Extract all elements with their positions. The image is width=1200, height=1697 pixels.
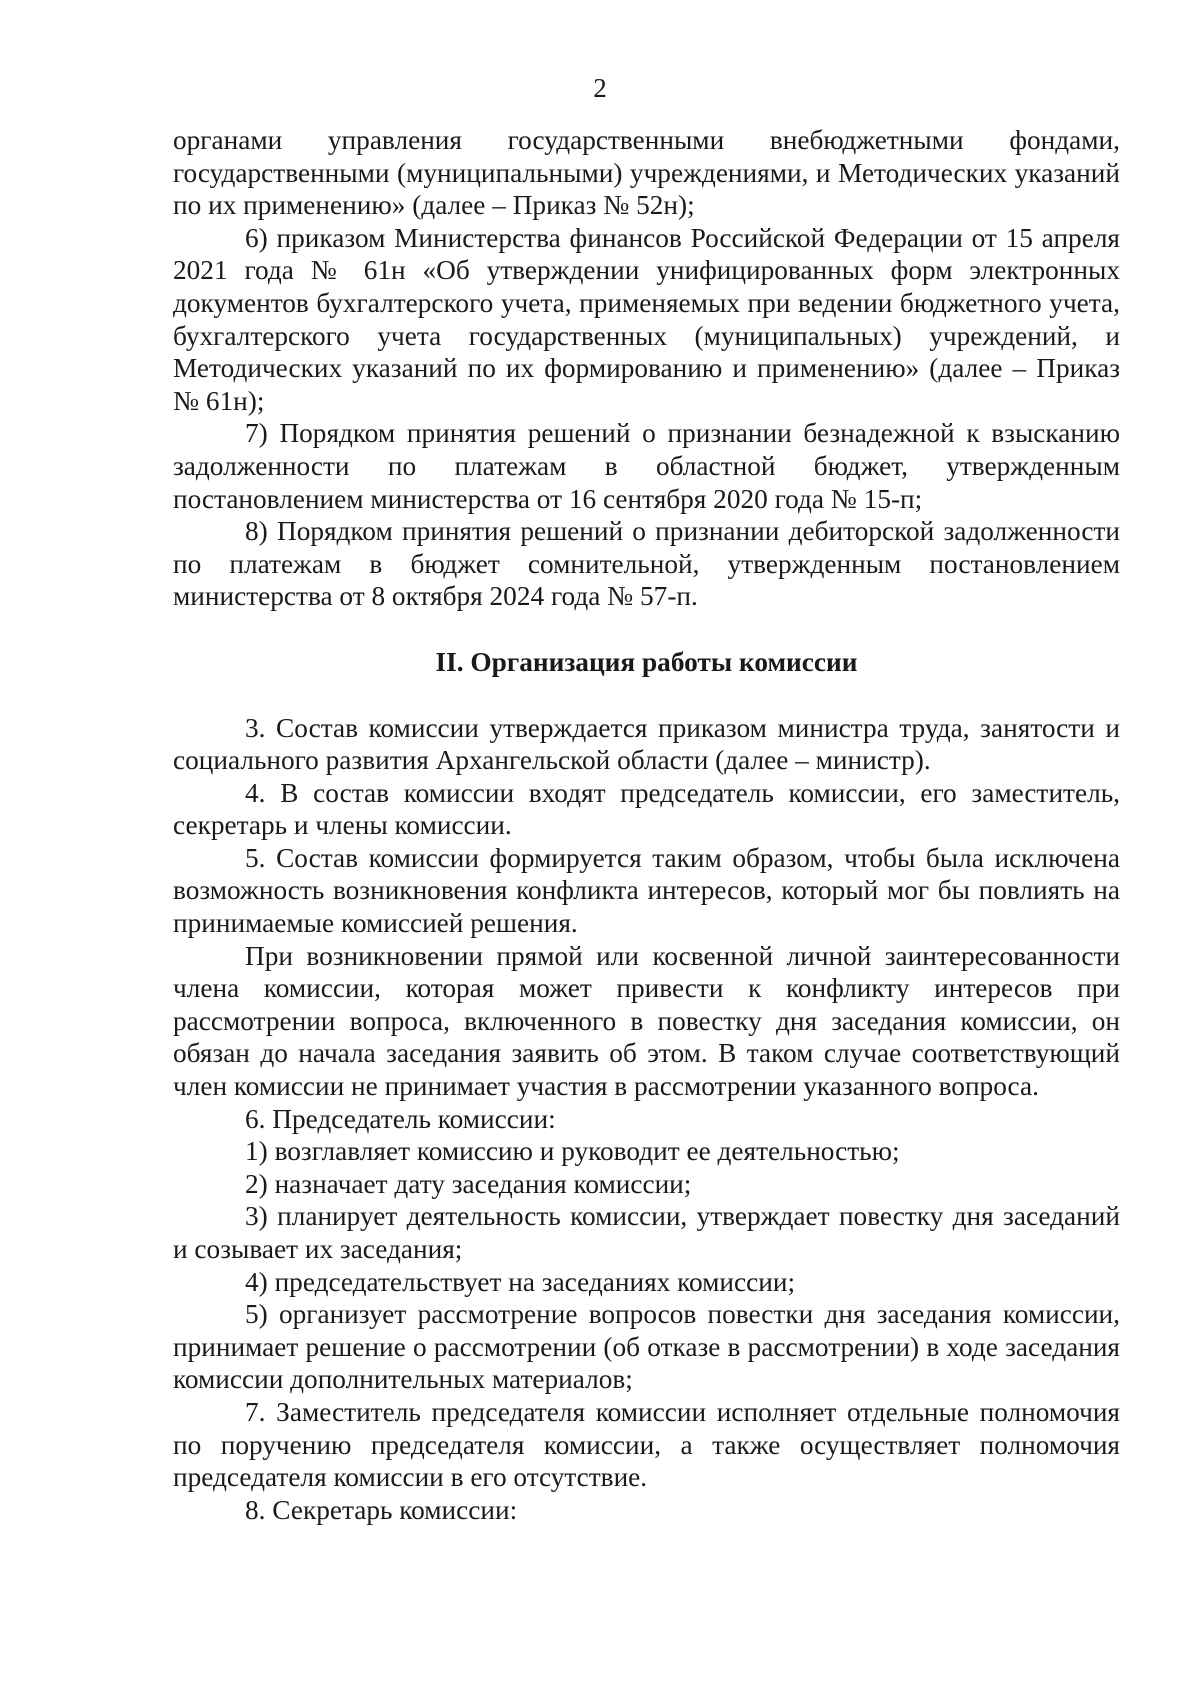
paragraph-item-8: 8) Порядком принятия решений о признании дебиторской задолженности по платежам в бюджет сомнительной, утвержденным постановлением министерства от 8 октября 2024 года № 57-п. — [173, 516, 1120, 612]
section-heading: II. Организация работы комиссии — [435, 646, 858, 677]
paragraph-clause-6-item-1: 1) возглавляет комиссию и руководит ее деятельностью; — [245, 1136, 900, 1167]
section-spacer — [173, 613, 1120, 646]
paragraph-clause-7: 7. Заместитель председателя комиссии исполняет отдельные полномочия по поручению председателя комиссии, а также осуществляет полномочия председателя комиссии в его отсутствие. — [173, 1396, 1120, 1493]
page-number: 2 — [593, 73, 607, 103]
section-spacer — [173, 679, 1120, 712]
document-body — [173, 124, 1120, 1526]
paragraph-clause-6-item-5: 5) организует рассмотрение вопросов повестки дня заседания комиссии, принимает решение о рассмотрении (об отказе в рассмотрении) в ходе заседания комиссии дополнительных материалов; — [173, 1299, 1120, 1395]
paragraph-clause-6-item-4: 4) председательствует на заседаниях комиссии; — [245, 1266, 796, 1297]
paragraph-clause-4: 4. В состав комиссии входят председатель комиссии, его заместитель, секретарь и члены комиссии. — [173, 777, 1120, 841]
paragraph-clause-6: 6. Председатель комиссии: — [245, 1103, 556, 1134]
paragraph-clause-5: 5. Состав комиссии формируется таким образом, чтобы была исключена возможность возникновения конфликта интересов, который мог бы повлиять на принимаемые комиссией решения. — [173, 842, 1120, 939]
paragraph-item-7: 7) Порядком принятия решений о признании безнадежной к взысканию задолженности по платежам в областной бюджет, утвержденным постановлением министерства от 16 сентября 2020 года № 15-п; — [173, 418, 1120, 514]
paragraph-clause-6-item-2: 2) назначает дату заседания комиссии; — [245, 1168, 692, 1199]
paragraph-item-6: 6) приказом Министерства финансов Российской Федерации от 15 апреля 2021 года № 61н «Об утверждении унифицированных форм электронных документов бухгалтерского учета, применяемых при ведении бюджетного учета, бухгалтерского учета государственных (муниципальных) учреждений, и Методических указаний по их формированию и применению» (далее – Приказ № 61н); — [173, 222, 1120, 416]
paragraph-clause-6-item-3: 3) планирует деятельность комиссии, утверждает повестку дня заседаний и созывает их заседания; — [173, 1201, 1120, 1264]
paragraph-clause-8: 8. Секретарь комиссии: — [245, 1494, 518, 1525]
paragraph-continuation: органами управления государственными внебюджетными фондами, государственными (муниципальными) учреждениями, и Методических указаний по их применению» (далее – Приказ № 52н); — [173, 125, 1120, 221]
paragraph-conflict-of-interest: При возникновении прямой или косвенной личной заинтересованности члена комиссии, которая может привести к конфликту интересов при рассмотрении вопроса, включенного в повестку дня заседания комиссии, он обязан до начала заседания заявить об этом. В таком случае соответствующий член комиссии не принимает участия в рассмотрении указанного вопроса. — [173, 940, 1120, 1102]
paragraph-clause-3: 3. Состав комиссии утверждается приказом министра труда, занятости и социального развития Архангельской области (далее – министр). — [173, 712, 1120, 776]
